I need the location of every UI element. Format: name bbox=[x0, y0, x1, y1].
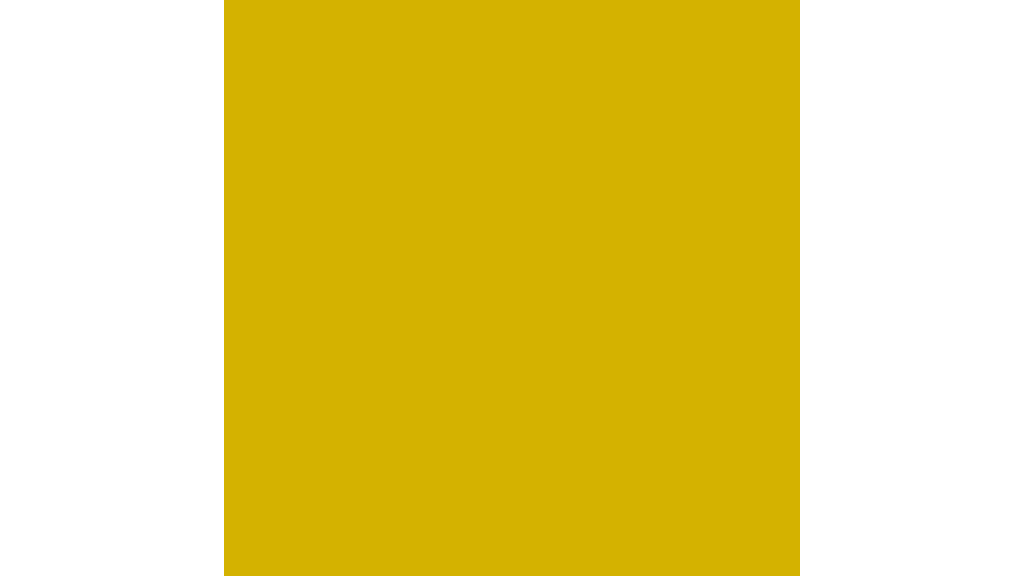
event-poster bbox=[224, 0, 800, 576]
contour-lines-top-decoration bbox=[224, 0, 800, 576]
